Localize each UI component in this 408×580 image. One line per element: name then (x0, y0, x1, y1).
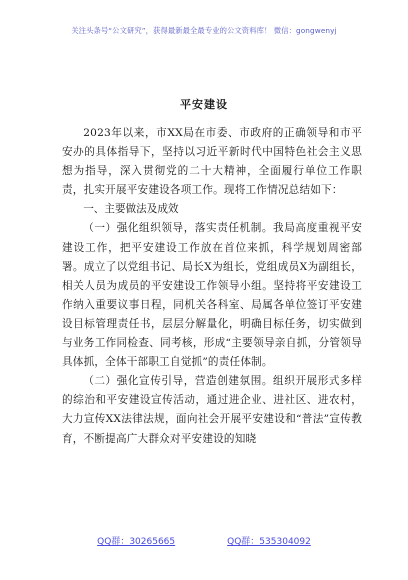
qq-group-link-1[interactable]: QQ群：30265665 (97, 537, 176, 547)
section-heading: 一、主要做法及成效 (83, 203, 179, 216)
paragraph-publicity-guidance: （二）强化宣传引导，营造创建氛围。组织开展形式多样的综治和平安建设宣传活动，通过进企业、进社区、进农村，大力宣传XX法律法规，面向社会开展平安建设和“普法”宣传教育，不断提高广大群众对平安建设的知晓 (62, 375, 362, 445)
paragraph-organization-leadership: （一）强化组织领导，落实责任机制。我局高度重视平安建设工作，把平安建设工作放在首位来抓，科学规划周密部署。成立了以党组书记、局长X为组长，党组成员X为副组长，相关人员为成员的平安建设工作领导小组。坚持将平安建设工作纳入重要议事日程，同机关各科室、局属各单位签订平安建设目标管理责任书，层层分解量化，明确目标任务，切实做到与业务工作同检查、同考核，形成“主要领导亲自抓，分管领导具体抓，全体干部职工自觉抓”的责任体制。 (62, 222, 362, 369)
intro-paragraph: 2023年以来，市XX局在市委、市政府的正确领导和市平安办的具体指导下，坚持以习近平新时代中国特色社会主义思想为指导，深入贯彻党的二十大精神，全面履行单位工作职责，扎实开展平安建设各项工作。现将工作情况总结如下： (62, 127, 362, 197)
header-banner: 关注头条号“公文研究”，获得最新最全最专业的公文资料库！ 微信：gongwenyj (71, 26, 337, 35)
qq-group-link-2[interactable]: QQ群：535304092 (227, 537, 311, 547)
footer (0, 534, 408, 547)
document-body (62, 124, 362, 449)
document-title: 平安建设 (180, 98, 228, 111)
